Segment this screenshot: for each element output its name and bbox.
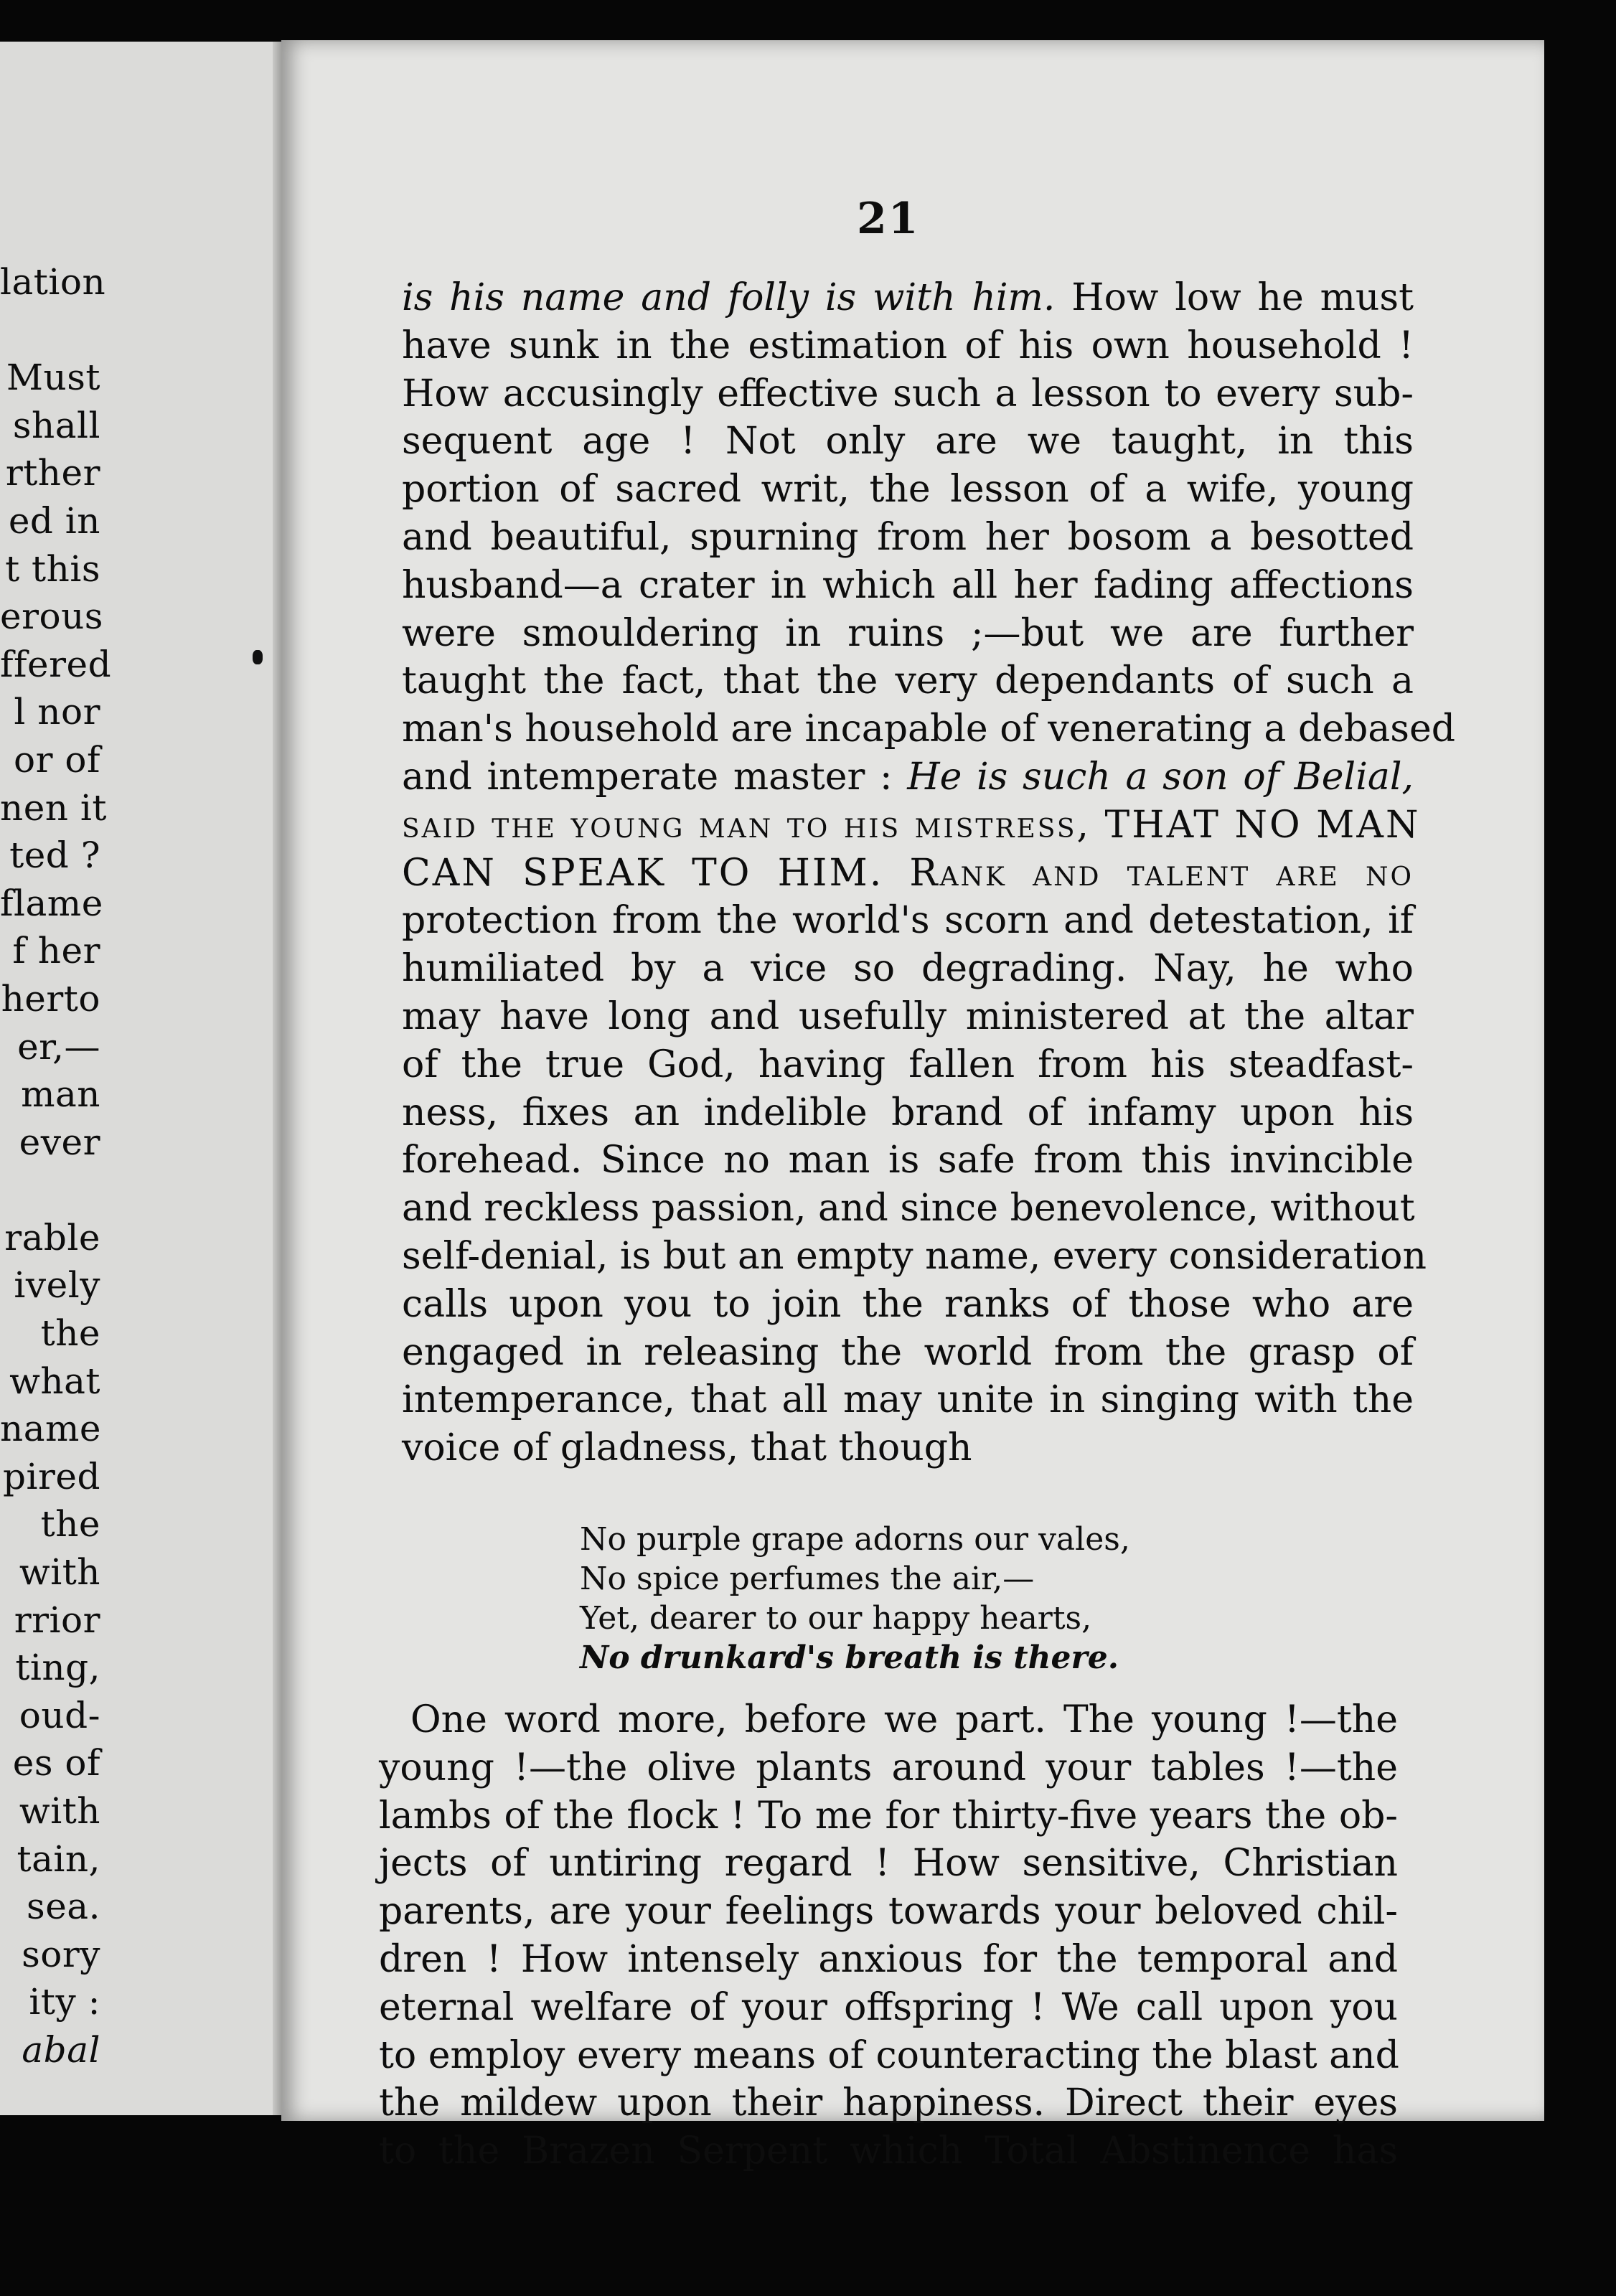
text-line: voice of gladness, that though xyxy=(402,1426,972,1470)
previous-page-line: herto xyxy=(1,977,100,1020)
text-line: to employ every means of counteracting the blast and xyxy=(379,2033,1399,2077)
previous-page-line: ively xyxy=(14,1264,100,1307)
previous-page-line xyxy=(0,1166,100,1214)
scripture-quote: is his name and folly is with him. xyxy=(402,276,1056,319)
verse-line: No purple grape adorns our vales, xyxy=(580,1521,1130,1558)
text-line: man's household are incapable of venerating a debased xyxy=(402,707,1456,751)
text-line: have sunk in the estimation of his own household ! xyxy=(402,324,1414,367)
text-line: is his name and folly is with him. How low he must xyxy=(402,276,1414,319)
previous-page-line: ity : xyxy=(29,1981,100,2023)
previous-page-line: f her xyxy=(12,930,100,972)
paragraph-1 xyxy=(402,274,1456,1472)
text-line: sequent age ! Not only are we taught, in this xyxy=(402,420,1414,464)
text-line: to the Brazen Serpent which Total Abstinence has xyxy=(379,2130,1398,2173)
previous-page-line: ted ? xyxy=(9,834,100,877)
scan-speck xyxy=(253,650,263,664)
previous-page-line: ed in xyxy=(8,499,100,542)
text-line: eternal welfare of your offspring ! We call upon you xyxy=(379,1985,1398,2029)
text-line: humiliated by a vice so degrading. Nay, he who xyxy=(402,947,1414,991)
text-line: and intemperate master : He is such a son of Belial, xyxy=(402,755,1414,799)
previous-page-line: l nor xyxy=(14,691,100,733)
text-line: intemperance, that all may unite in singing with the xyxy=(402,1378,1414,1422)
text-line: parents, are your feelings towards your beloved chil- xyxy=(379,1890,1398,1934)
verse-line: No spice perfumes the air,— xyxy=(580,1561,1035,1597)
previous-page-line: tain, xyxy=(17,1838,100,1880)
book-page xyxy=(281,40,1544,2173)
previous-page-line xyxy=(0,306,100,354)
text-line: forehead. Since no man is safe from this invincible xyxy=(402,1139,1414,1182)
text-line: dren ! How intensely anxious for the temporal and xyxy=(379,1937,1398,1981)
text-line: jects of untiring regard ! How sensitive, Christian xyxy=(379,1842,1398,1886)
previous-page-line: name xyxy=(0,1408,102,1450)
previous-page-line: rable xyxy=(4,1216,100,1258)
previous-page-line: t this xyxy=(5,547,100,590)
text-line: may have long and usefully ministered at the altar xyxy=(402,994,1414,1038)
previous-page-line: lation xyxy=(0,261,106,303)
previous-page-line: abal xyxy=(22,2028,100,2071)
previous-page-line: flame xyxy=(0,882,103,924)
text-line: the mildew upon their happiness. Direct their eyes xyxy=(379,2081,1398,2125)
text-line: and beautiful, spurning from her bosom a besotted xyxy=(402,515,1414,559)
previous-page-line: or of xyxy=(13,738,100,781)
text-line: One word more, before we part. The young !—the xyxy=(410,1698,1398,1741)
text-line: CAN SPEAK TO HIM. Rank and talent are no xyxy=(402,851,1414,895)
previous-page-line: sory xyxy=(22,1933,100,1975)
previous-page-line-endings xyxy=(0,258,112,2074)
text-line: were smouldering in ruins ;—but we are further xyxy=(402,611,1414,655)
text-line: and reckless passion, and since benevolence, without xyxy=(402,1187,1415,1231)
previous-page-line: man xyxy=(21,1073,100,1116)
text-line: calls upon you to join the ranks of those who are xyxy=(402,1282,1414,1326)
previous-page-line: Must xyxy=(6,357,100,399)
previous-page-line: with xyxy=(19,1551,100,1594)
verse-line: Yet, dearer to our happy hearts, xyxy=(580,1600,1092,1637)
verse-quotation xyxy=(580,1520,1297,1678)
previous-page-line: rther xyxy=(5,452,100,494)
text-line: said the young man to his mistress, THAT NO MAN xyxy=(402,803,1421,847)
previous-page-line: es of xyxy=(12,1742,100,1784)
text-line: How accusingly effective such a lesson to every sub- xyxy=(402,372,1414,415)
text-line: of the true God, having fallen from his steadfast- xyxy=(402,1043,1414,1086)
previous-page-line: what xyxy=(9,1360,100,1402)
page-number: 21 xyxy=(857,194,920,244)
previous-page-line: with xyxy=(19,1790,100,1832)
verse-line: No drunkard's breath is there. xyxy=(580,1639,1119,1676)
previous-page-line: er,— xyxy=(17,1025,100,1068)
text-line: taught the fact, that the very dependants of such a xyxy=(402,659,1414,703)
text-line: lambs of the flock ! To me for thirty-five years the ob- xyxy=(379,1794,1398,1838)
text-line: ness, fixes an indelible brand of infamy upon his xyxy=(402,1091,1414,1134)
previous-page-line: the xyxy=(40,1312,100,1355)
previous-page-line: ting, xyxy=(15,1647,100,1689)
previous-page-line: sea. xyxy=(27,1886,100,1928)
scripture-quote: He is such a son of Belial, xyxy=(907,755,1414,799)
previous-page-line: ffered xyxy=(0,643,112,685)
previous-page-line: pired xyxy=(3,1455,100,1497)
text-line: young !—the olive plants around your tables !—the xyxy=(379,1746,1398,1789)
previous-page-line: ever xyxy=(19,1121,100,1163)
text-line: protection from the world's scorn and detestation, if xyxy=(402,899,1414,943)
previous-page-line: the xyxy=(40,1503,100,1545)
text-line: engaged in releasing the world from the grasp of xyxy=(402,1330,1414,1374)
previous-page-line: shall xyxy=(12,404,100,446)
text-line: self-denial, is but an empty name, every consideration xyxy=(402,1234,1427,1278)
previous-page-line: nen it xyxy=(0,786,107,829)
previous-page-line: rrior xyxy=(14,1599,100,1641)
text-line: husband—a crater in which all her fading affections xyxy=(402,563,1414,607)
paragraph-2 xyxy=(379,1696,1398,2175)
previous-page-fragment xyxy=(0,42,286,2115)
previous-page-line: oud- xyxy=(19,1694,100,1736)
previous-page-line: erous xyxy=(0,596,103,638)
text-line: portion of sacred writ, the lesson of a wife, young xyxy=(402,468,1414,512)
